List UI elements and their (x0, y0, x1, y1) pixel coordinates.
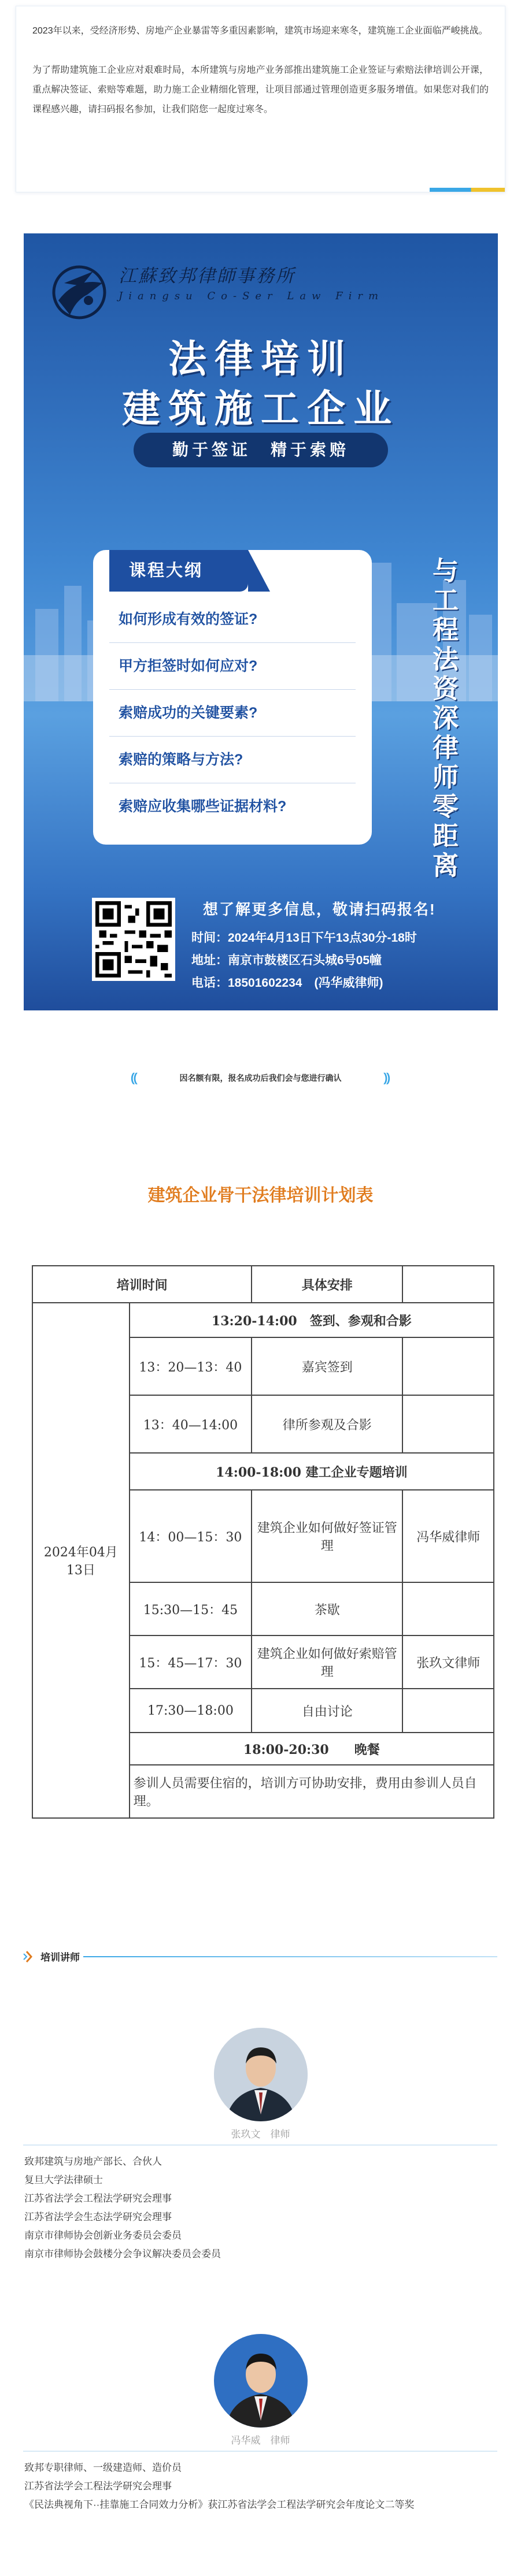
bio-line: 江苏省法学会生态法学研究会理事 (24, 2211, 172, 2222)
row-speaker (402, 1395, 494, 1453)
row-item: 茶歇 (252, 1582, 402, 1635)
outline-item: 索赔的策略与方法? (109, 737, 356, 783)
instructors-section-header (23, 1947, 497, 1967)
instructor-divider (23, 2144, 497, 2146)
header-empty-cell (402, 1266, 494, 1303)
intro-paragraph-1: 2023年以来，受经济形势、房地产企业暴雷等多重因素影响，建筑市场迎来寒冬，建筑施工企业面临严峻挑战。 (32, 26, 488, 36)
contact-prompt: 想了解更多信息，敬请扫码报名! (203, 901, 436, 918)
event-time: 时间：2024年4月13日下午13点30分-18时 (191, 931, 417, 945)
training-date: 2024年04月13日 (32, 1303, 130, 1818)
schedule-title: 建筑企业骨干法律培训计划表 (147, 1185, 374, 1206)
row-item: 建筑企业如何做好签证管理 (252, 1490, 402, 1582)
row-item: 律所参观及合影 (252, 1395, 402, 1453)
outline-item: 如何形成有效的签证? (109, 596, 356, 643)
instructor-name: 冯华威 律师 (231, 2435, 290, 2446)
section-rule (83, 1956, 497, 1957)
event-address: 地址：南京市鼓楼区石头城6号05幢 (191, 954, 382, 967)
course-outline-list (109, 596, 356, 830)
registration-notice-text: 因名额有限，报名成功后我们会与您进行确认 (179, 1073, 342, 1083)
instructor-photo (214, 2334, 308, 2428)
course-outline-tab: 课程大纲 (109, 550, 248, 592)
qr-code[interactable] (92, 898, 175, 981)
bio-line: 复旦大学法律硕士 (24, 2174, 103, 2185)
instructor-avatar (214, 2028, 308, 2121)
bio-line: 南京市律师协会鼓楼分会争议解决委员会委员 (24, 2248, 221, 2259)
row-item: 嘉宾签到 (252, 1337, 402, 1395)
poster-vertical-slogan: 与工程法资深律师零距离 (428, 557, 458, 881)
training-section-header: 14:00-18:00 建工企业专题培训 (130, 1453, 494, 1490)
firm-name: 江蘇致邦律師事務所 (119, 266, 295, 287)
section-marker-icon (23, 1950, 32, 1963)
poster-title-line-1: 法律培训 (168, 337, 353, 380)
course-outline-panel (93, 550, 372, 845)
intro-accent-bar (430, 188, 505, 192)
row-speaker (402, 1582, 494, 1635)
header-training-time: 培训时间 (32, 1266, 252, 1303)
row-time: 14：00—15：30 (130, 1490, 252, 1582)
instructor-name: 张玖文 律师 (231, 2129, 290, 2140)
firm-emblem-icon (47, 260, 115, 322)
contact-phone: 电话：18501602234 (冯华威律师) (191, 976, 383, 990)
row-time: 17:30—18:00 (130, 1689, 252, 1733)
instructor-photo (214, 2028, 308, 2121)
bio-line: 江苏省法学会工程法学研究会理事 (24, 2193, 172, 2204)
right-bracket-icon: ⸩ (383, 1070, 390, 1085)
row-speaker: 张玖文律师 (402, 1635, 494, 1689)
bio-line: 致邦建筑与房地产部长、合伙人 (24, 2156, 162, 2167)
table-header-row (32, 1266, 494, 1303)
row-item: 自由讨论 (252, 1689, 402, 1733)
bio-line: 江苏省法学会工程法学研究会理事 (24, 2481, 172, 2492)
intro-paragraph-2: 为了帮助建筑施工企业应对艰难时局，本所建筑与房地产业务部推出建筑施工企业签证与索赔法律培训公开课，重点解决签证、索赔等难题，助力施工企业精细化管理，让项目部通过管理创造更多服务增值。如果您对我们的课程感兴趣，请扫码报名参加，让我们陪您一起度过寒冬。 (32, 65, 489, 114)
course-poster (24, 233, 498, 1010)
instructor-avatar (214, 2334, 308, 2428)
poster-title-line-2: 建筑施工企业 (122, 387, 400, 430)
outline-item: 索赔成功的关键要素? (109, 690, 356, 737)
dinner-row: 18:00-20:30 晚餐 (130, 1733, 494, 1765)
row-speaker: 冯华威律师 (402, 1490, 494, 1582)
bio-line: 南京市律师协会创新业务委员会委员 (24, 2230, 182, 2241)
instructor-bio (24, 2459, 414, 2514)
row-time: 13：40—14:00 (130, 1395, 252, 1453)
qr-code-icon (95, 901, 172, 977)
row-time: 15：45—17：30 (130, 1635, 252, 1689)
instructor-bio (24, 2153, 221, 2263)
bio-line: 致邦专职律师、一级建造师、造价员 (24, 2462, 182, 2473)
header-arrangement: 具体安排 (252, 1266, 402, 1303)
registration-notice (130, 1066, 391, 1090)
firm-name-latin: Jiangsu Co-Ser Law Firm (119, 290, 385, 302)
bio-line: 《民法典视角下··挂靠施工合同效力分析》获江苏省法学会工程法学研究会年度论文二等奖 (24, 2499, 415, 2510)
row-time: 15:30—15：45 (130, 1582, 252, 1635)
instructor-divider (23, 2451, 497, 2452)
row-item: 建筑企业如何做好索赔管理 (252, 1635, 402, 1689)
signin-section-header: 13:20-14:00 签到、参观和合影 (130, 1303, 494, 1337)
outline-item: 索赔应收集哪些证据材料? (119, 798, 287, 815)
left-bracket-icon: ⸨ (131, 1070, 138, 1085)
training-schedule-table (32, 1265, 494, 1819)
row-speaker (402, 1689, 494, 1733)
row-time: 13：20—13：40 (130, 1337, 252, 1395)
intro-card (16, 6, 505, 192)
outline-item: 甲方拒签时如何应对? (109, 643, 356, 690)
poster-tagline: 勤于签证 精于索赔 (134, 433, 388, 467)
accommodation-note: 参训人员需要住宿的，培训方可协助安排，费用由参训人员自理。 (130, 1765, 494, 1818)
firm-logo (47, 257, 385, 326)
instructors-section-label: 培训讲师 (40, 1952, 80, 1963)
row-speaker (402, 1337, 494, 1395)
